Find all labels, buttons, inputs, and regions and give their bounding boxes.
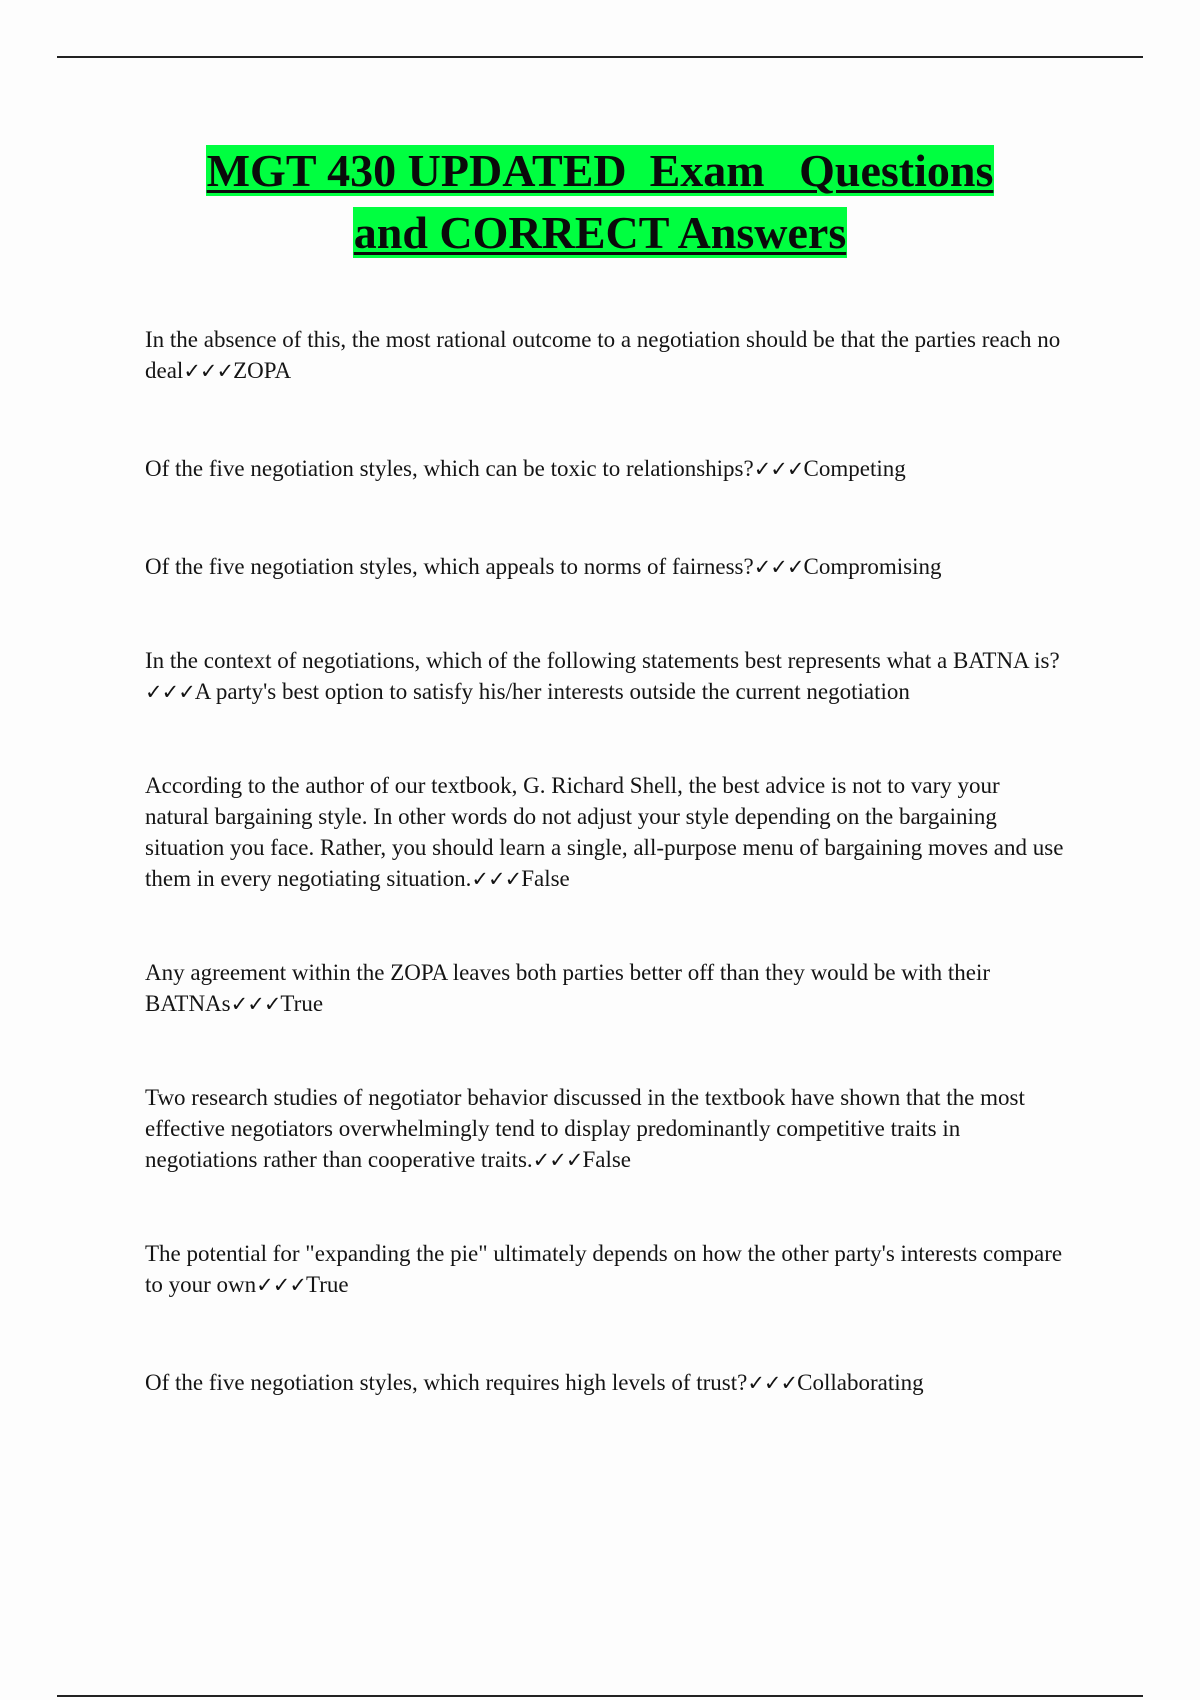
question-text: Two research studies of negotiator behavior discussed in the textbook have shown that the most effective negotiators overwhelmingly tend to display predominantly competitive traits in negotiations rather than cooperative traits.	[145, 1085, 1025, 1172]
question-text: The potential for "expanding the pie" ultimately depends on how the other party's interests compare to your own	[145, 1241, 1063, 1297]
check-marks-icon: ✓✓✓	[532, 1148, 583, 1172]
qa-list	[145, 324, 1065, 1399]
answer-text: Compromising	[803, 554, 942, 579]
check-marks-icon: ✓✓✓	[753, 555, 804, 579]
answer-text: Collaborating	[797, 1370, 924, 1395]
qa-item	[145, 324, 1065, 387]
qa-item	[145, 1367, 1065, 1399]
question-text: Of the five negotiation styles, which appeals to norms of fairness?	[145, 554, 754, 579]
answer-text: True	[280, 991, 324, 1016]
answer-text: Competing	[803, 456, 906, 481]
footer-rule	[57, 1695, 1143, 1697]
answer-text: False	[582, 1147, 632, 1172]
title-line-1: MGT 430 UPDATED Exam Questions	[206, 145, 994, 196]
check-marks-icon: ✓✓✓	[256, 1273, 306, 1297]
check-marks-icon: ✓✓✓	[183, 359, 234, 383]
qa-item	[145, 770, 1065, 895]
question-text: Of the five negotiation styles, which requires high levels of trust?	[145, 1370, 748, 1395]
question-text: According to the author of our textbook, G. Richard Shell, the best advice is not to vary your natural bargaining style. In other words do not adjust your style depending on the bargaining situation you face. Rather, you should learn a single, all-purpose menu of bargaining moves and use them in every negotiating situation.	[145, 773, 1064, 891]
answer-text: True	[305, 1272, 349, 1297]
answer-text: False	[521, 866, 570, 891]
check-marks-icon: ✓✓✓	[145, 680, 195, 704]
qa-item	[145, 957, 1065, 1020]
qa-item	[145, 1238, 1065, 1301]
qa-item	[145, 1082, 1065, 1176]
answer-text: A party's best option to satisfy his/her interests outside the current negotiation	[194, 679, 910, 704]
question-text: Any agreement within the ZOPA leaves both parties better off than they would be with their BATNAs	[145, 960, 991, 1016]
check-marks-icon: ✓✓✓	[471, 867, 522, 891]
question-text: Of the five negotiation styles, which can be toxic to relationships?	[145, 456, 754, 481]
question-text: In the absence of this, the most rational outcome to a negotiation should be that the parties reach no deal	[145, 327, 1061, 383]
qa-item	[145, 551, 1065, 583]
header-rule	[57, 56, 1143, 58]
question-text: In the context of negotiations, which of the following statements best represents what a BATNA is?	[145, 648, 1060, 673]
check-marks-icon: ✓✓✓	[753, 457, 804, 481]
title-line-2: and CORRECT Answers	[353, 207, 847, 258]
check-marks-icon: ✓✓✓	[747, 1371, 798, 1395]
qa-item	[145, 453, 1065, 485]
document-title	[0, 140, 1200, 264]
check-marks-icon: ✓✓✓	[230, 992, 281, 1016]
qa-item	[145, 645, 1065, 708]
answer-text: ZOPA	[233, 358, 292, 383]
